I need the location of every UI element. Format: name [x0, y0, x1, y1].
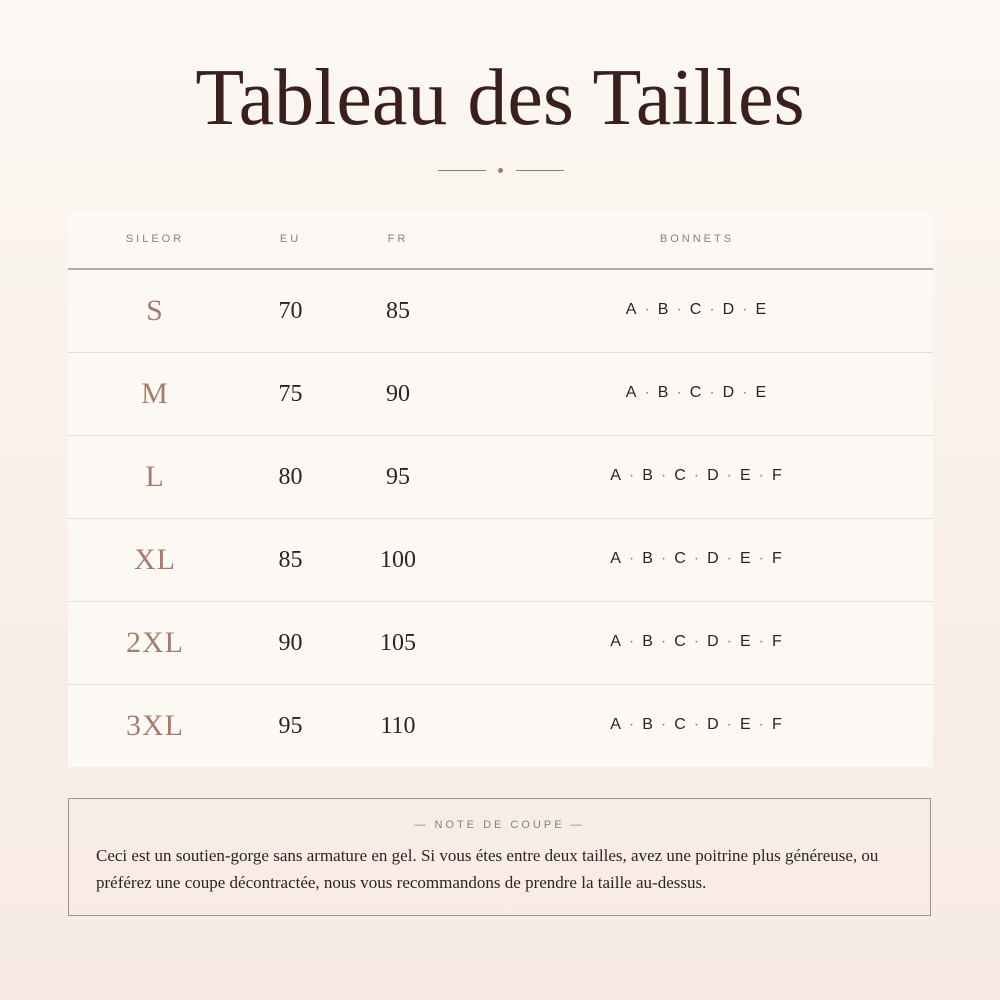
- eu-size: 80: [278, 464, 303, 490]
- cup-size: A: [625, 301, 639, 318]
- cup-size: B: [642, 467, 655, 484]
- header-eu: EU: [279, 233, 302, 245]
- cup-separator-dot: ·: [644, 301, 652, 318]
- cup-size: E: [740, 716, 753, 733]
- eu-size: 95: [278, 713, 303, 739]
- cup-size: A: [610, 467, 623, 484]
- cup-sizes: [498, 352, 896, 434]
- eu-size: 85: [278, 547, 303, 573]
- cup-size: B: [642, 633, 655, 650]
- cup-separator-dot: ·: [758, 716, 766, 733]
- cup-separator-dot: ·: [628, 716, 637, 733]
- cup-separator-dot: ·: [709, 301, 717, 318]
- fit-note-box: [68, 798, 931, 916]
- header-size: SILEOR: [125, 233, 185, 245]
- note-text: Ceci est un soutien-gorge sans armature en gel. Si vous étes entre deux tailles, avez une poitrine plus généreuse, ou préférez une coupe décontractée, nous vous recommandons de prendre la taille au-dessus.: [96, 846, 879, 892]
- size-label: S: [146, 294, 164, 327]
- header-cups: BONNETS: [659, 233, 735, 245]
- cup-sizes: [498, 269, 896, 351]
- cup-size: E: [755, 384, 769, 401]
- cup-separator-dot: ·: [726, 716, 734, 733]
- eu-size: 70: [278, 298, 303, 324]
- cup-size: B: [657, 384, 671, 401]
- cup-separator-dot: ·: [758, 550, 766, 567]
- table-row: [68, 436, 933, 519]
- cup-separator-dot: ·: [742, 384, 750, 401]
- cup-separator-dot: ·: [693, 467, 702, 484]
- divider-dot-icon: [498, 168, 503, 173]
- eu-size: 75: [278, 381, 303, 407]
- size-table: [68, 211, 933, 767]
- cup-separator-dot: ·: [628, 467, 637, 484]
- cup-size: F: [772, 716, 784, 733]
- cup-size: F: [772, 467, 784, 484]
- fr-size: 110: [380, 713, 416, 739]
- cup-size: A: [625, 384, 639, 401]
- cup-size: C: [674, 550, 688, 567]
- cup-separator-dot: ·: [644, 384, 652, 401]
- eu-size: 90: [278, 630, 303, 656]
- fr-size: 85: [386, 298, 410, 324]
- cup-separator-dot: ·: [726, 467, 734, 484]
- cup-size: D: [722, 384, 737, 401]
- size-label: L: [145, 460, 165, 493]
- divider-line-left: [438, 170, 486, 171]
- cup-separator-dot: ·: [693, 550, 702, 567]
- cup-size: D: [722, 301, 737, 318]
- cup-separator-dot: ·: [693, 716, 702, 733]
- cup-sizes: [498, 518, 896, 600]
- fr-size: 100: [380, 547, 416, 573]
- cup-separator-dot: ·: [660, 633, 669, 650]
- fr-size: 90: [386, 381, 410, 407]
- note-title: — NOTE DE COUPE —: [414, 819, 585, 831]
- cup-size: D: [707, 633, 721, 650]
- size-label: 3XL: [126, 709, 184, 742]
- cup-size: D: [707, 716, 721, 733]
- cup-separator-dot: ·: [628, 550, 637, 567]
- table-row: [68, 519, 933, 602]
- cup-size: A: [610, 633, 623, 650]
- divider-line-right: [516, 170, 564, 171]
- cup-size: A: [610, 716, 623, 733]
- table-row: [68, 602, 933, 685]
- fr-size: 95: [386, 464, 410, 490]
- cup-size: F: [772, 550, 784, 567]
- cup-size: E: [740, 467, 753, 484]
- cup-size: C: [674, 467, 688, 484]
- table-row: [68, 353, 933, 436]
- cup-separator-dot: ·: [709, 384, 717, 401]
- cup-size: C: [674, 633, 688, 650]
- cup-size: C: [674, 716, 688, 733]
- cup-size: E: [740, 633, 753, 650]
- table-body: [68, 270, 933, 767]
- cup-separator-dot: ·: [676, 384, 684, 401]
- table-row: [68, 685, 933, 767]
- title-divider-ornament: [438, 166, 564, 176]
- cup-separator-dot: ·: [660, 550, 669, 567]
- cup-size: E: [755, 301, 769, 318]
- header-fr: FR: [387, 233, 409, 245]
- cup-separator-dot: ·: [676, 301, 684, 318]
- cup-size: B: [642, 716, 655, 733]
- table-row: [68, 270, 933, 353]
- cup-separator-dot: ·: [693, 633, 702, 650]
- cup-separator-dot: ·: [758, 633, 766, 650]
- cup-size: E: [740, 550, 753, 567]
- cup-sizes: [498, 435, 896, 517]
- page-title: Tableau des Tailles: [195, 54, 805, 142]
- size-label: 2XL: [126, 626, 184, 659]
- fr-size: 105: [380, 630, 416, 656]
- cup-size: C: [689, 384, 704, 401]
- cup-separator-dot: ·: [628, 633, 637, 650]
- cup-size: C: [689, 301, 704, 318]
- table-header: [68, 211, 933, 270]
- cup-size: B: [642, 550, 655, 567]
- cup-size: B: [657, 301, 671, 318]
- cup-separator-dot: ·: [660, 716, 669, 733]
- size-label: M: [141, 377, 169, 410]
- cup-separator-dot: ·: [660, 467, 669, 484]
- cup-separator-dot: ·: [742, 301, 750, 318]
- cup-sizes: [498, 601, 896, 683]
- cup-size: A: [610, 550, 623, 567]
- size-label: XL: [134, 543, 176, 576]
- cup-separator-dot: ·: [758, 467, 766, 484]
- cup-sizes: [498, 684, 896, 766]
- cup-size: D: [707, 550, 721, 567]
- cup-separator-dot: ·: [726, 550, 734, 567]
- cup-separator-dot: ·: [726, 633, 734, 650]
- cup-size: F: [772, 633, 784, 650]
- cup-size: D: [707, 467, 721, 484]
